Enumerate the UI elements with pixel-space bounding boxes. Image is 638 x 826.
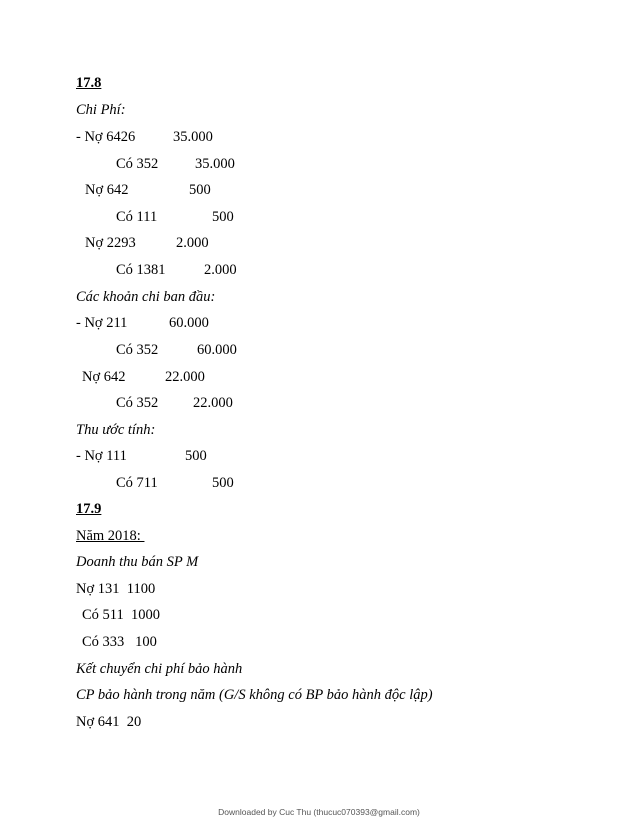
khoan-chi-label: Các khoản chi ban đầu:: [76, 289, 216, 305]
download-footer: Downloaded by Cuc Thu (thucuc070393@gmail.com): [218, 807, 420, 817]
entry-amount: 35.000: [173, 129, 213, 145]
thu-uoc-tinh-label: Thu ước tính:: [76, 422, 156, 438]
entry-account: Có 1381: [116, 262, 166, 278]
entry-amount: 500: [212, 209, 234, 225]
entry-account: Có 352: [116, 156, 159, 172]
entry-amount: 22.000: [165, 369, 205, 385]
entry-account: Có 111: [116, 209, 158, 225]
entry-amount: 60.000: [197, 342, 237, 358]
entry-amount: 500: [189, 182, 211, 198]
entry-amount: 2.000: [176, 235, 209, 251]
section-heading-17-8: 17.8: [76, 75, 102, 91]
entry-amount: 500: [212, 475, 234, 491]
section-heading-17-9: 17.9: [76, 501, 102, 517]
entry-account: Có 352: [116, 342, 159, 358]
entry-amount: 2.000: [204, 262, 237, 278]
entry-amount: 35.000: [195, 156, 235, 172]
journal-entry: Nợ 131 1100: [76, 581, 156, 597]
entry-account: - Nợ 6426: [76, 129, 136, 145]
entry-amount: 22.000: [193, 395, 233, 411]
doanh-thu-label: Doanh thu bán SP M: [76, 554, 199, 570]
entry-amount: 500: [185, 448, 207, 464]
ket-chuyen-label: Kết chuyển chi phí bảo hành: [76, 661, 243, 677]
entry-amount: 60.000: [169, 315, 209, 331]
journal-entry: Nợ 641 20: [76, 714, 142, 730]
cp-bao-hanh-label: CP bảo hành trong năm (G/S không có BP bảo hành độc lập): [76, 687, 433, 703]
journal-entry: Có 333 100: [82, 634, 157, 650]
entry-account: Có 711: [116, 475, 158, 491]
entry-account: Nợ 642: [82, 369, 126, 385]
journal-entry: Có 511 1000: [82, 607, 161, 623]
entry-account: - Nợ 111: [76, 448, 127, 464]
entry-account: Nợ 2293: [85, 235, 136, 251]
entry-account: Có 352: [116, 395, 159, 411]
chi-phi-label: Chi Phí:: [76, 102, 126, 118]
entry-account: - Nợ 211: [76, 315, 128, 331]
entry-account: Nợ 642: [85, 182, 129, 198]
year-label: Năm 2018:: [76, 528, 145, 544]
